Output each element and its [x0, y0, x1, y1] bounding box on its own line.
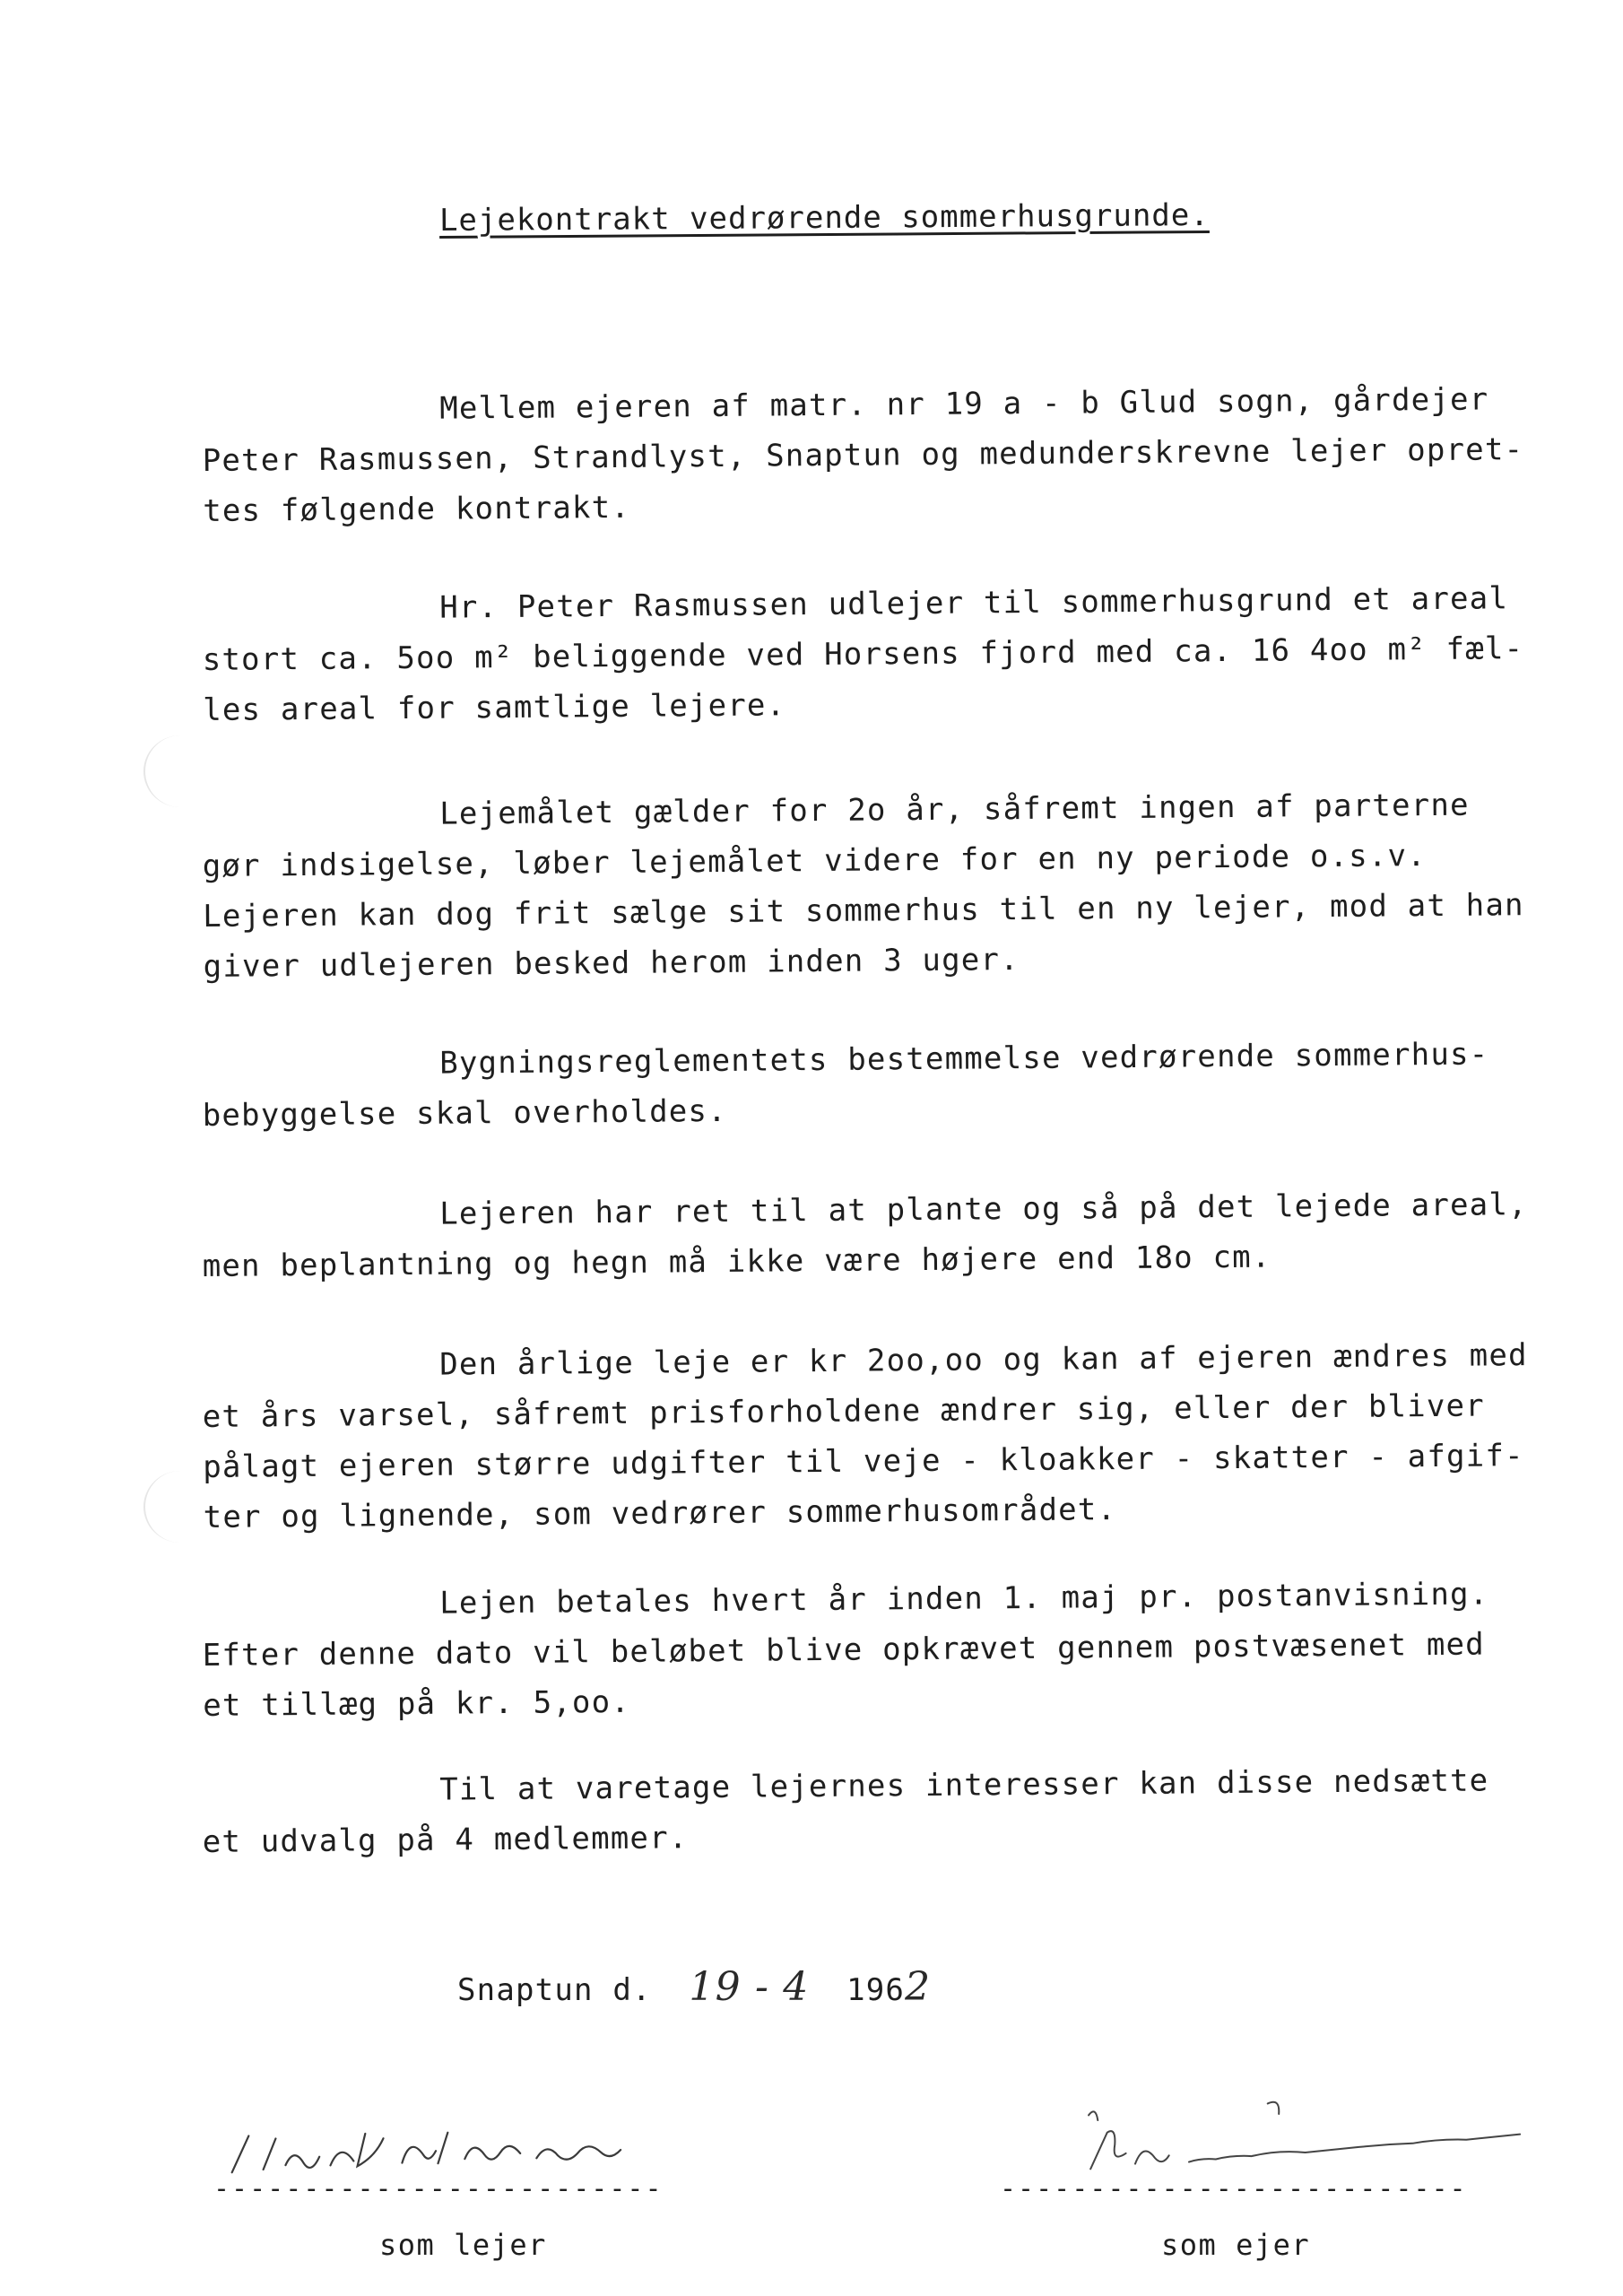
paragraph-planting	[202, 1179, 1548, 1292]
text-line: pålagt ejeren større udgifter til veje - kloakker - skatter - afgif-	[203, 1438, 1524, 1485]
text-line: Lejeren har ret til at plante og så på det lejede areal,	[439, 1187, 1528, 1232]
text-line: giver udlejeren besked herom inden 3 uger.	[203, 942, 1020, 985]
text-line: Lejen betales hvert år inden 1. maj pr. postanvisning.	[439, 1576, 1489, 1622]
text-line: Efter denne dato vil beløbet blive opkrævet gennem postvæsenet med	[202, 1626, 1486, 1674]
paragraph-building-rules	[202, 1029, 1548, 1141]
paragraph-committee	[202, 1755, 1548, 1867]
document-title: Lejekontrakt vedrørende sommerhusgrunde.	[438, 197, 1210, 239]
handwritten-date: 19 - 4	[689, 1964, 810, 2010]
text-line: Peter Rasmussen, Strandlyst, Snaptun og medunderskrevne lejer opret-	[202, 431, 1524, 479]
text-line: men beplantning og hegn må ikke være højere end 18o cm.	[202, 1239, 1271, 1284]
punch-hole-mark	[143, 1471, 217, 1543]
owner-role-label: som ejer	[1161, 2228, 1311, 2262]
handwritten-signature-icon	[998, 2079, 1610, 2181]
text-line: tes følgende kontrakt.	[203, 489, 631, 529]
text-line: Hr. Peter Rasmussen udlejer til sommerhusgrund et areal	[439, 580, 1509, 626]
punch-hole-mark	[143, 735, 217, 807]
text-line: bebyggelse skal overholdes.	[202, 1092, 727, 1134]
text-line: et udvalg på 4 medlemmer.	[202, 1820, 689, 1860]
paragraph-payment	[202, 1569, 1548, 1731]
owner-signature-line: --------------------------	[1000, 2173, 1468, 2205]
date-place: Snaptun d.	[457, 1972, 652, 2008]
date-year-handwritten: 2	[905, 1964, 932, 2010]
lessee-role-label: som lejer	[379, 2228, 547, 2262]
lessee-signature-block	[213, 2117, 877, 2262]
text-line: et tillæg på kr. 5,oo.	[203, 1683, 631, 1724]
text-line: Lejeren kan dog frit sælge sit sommerhus til en ny lejer, mod at han	[203, 887, 1524, 935]
date-year-printed: 196	[846, 1972, 906, 2008]
text-line: ter og lignende, som vedrører sommerhusområdet.	[203, 1492, 1117, 1535]
text-line: Bygningsreglementets bestemmelse vedrørende sommerhus-	[439, 1036, 1489, 1082]
text-line: Den årlige leje er kr 2oo,oo og kan af ejeren ændres med	[439, 1337, 1528, 1383]
text-line: et års varsel, såfremt prisforholdene ændrer sig, eller der bliver	[202, 1387, 1486, 1435]
paragraph-duration	[202, 779, 1549, 992]
lessee-signature-line: -------------------------	[213, 2173, 664, 2205]
handwritten-signature-icon	[213, 2105, 878, 2182]
text-line: Mellem ejeren af matr. nr 19 a - b Glud sogn, gårdejer	[439, 381, 1489, 427]
paragraph-rent	[202, 1330, 1549, 1543]
paragraph-area	[202, 573, 1548, 735]
text-line: Til at varetage lejernes interesser kan disse nedsætte	[439, 1762, 1489, 1808]
text-line: les areal for samtlige lejere.	[203, 687, 786, 728]
paragraph-parties	[202, 374, 1548, 536]
text-line: gør indsigelse, løber lejemålet videre for en ny periode o.s.v.	[202, 838, 1428, 884]
text-line: Lejemålet gælder for 2o år, såfremt ingen af parterne	[439, 787, 1470, 832]
signing-date	[457, 1964, 931, 2010]
text-line: stort ca. 5oo m² beliggende ved Horsens fjord med ca. 16 4oo m² fæl-	[202, 631, 1524, 678]
owner-signature-block	[1000, 2090, 1610, 2262]
